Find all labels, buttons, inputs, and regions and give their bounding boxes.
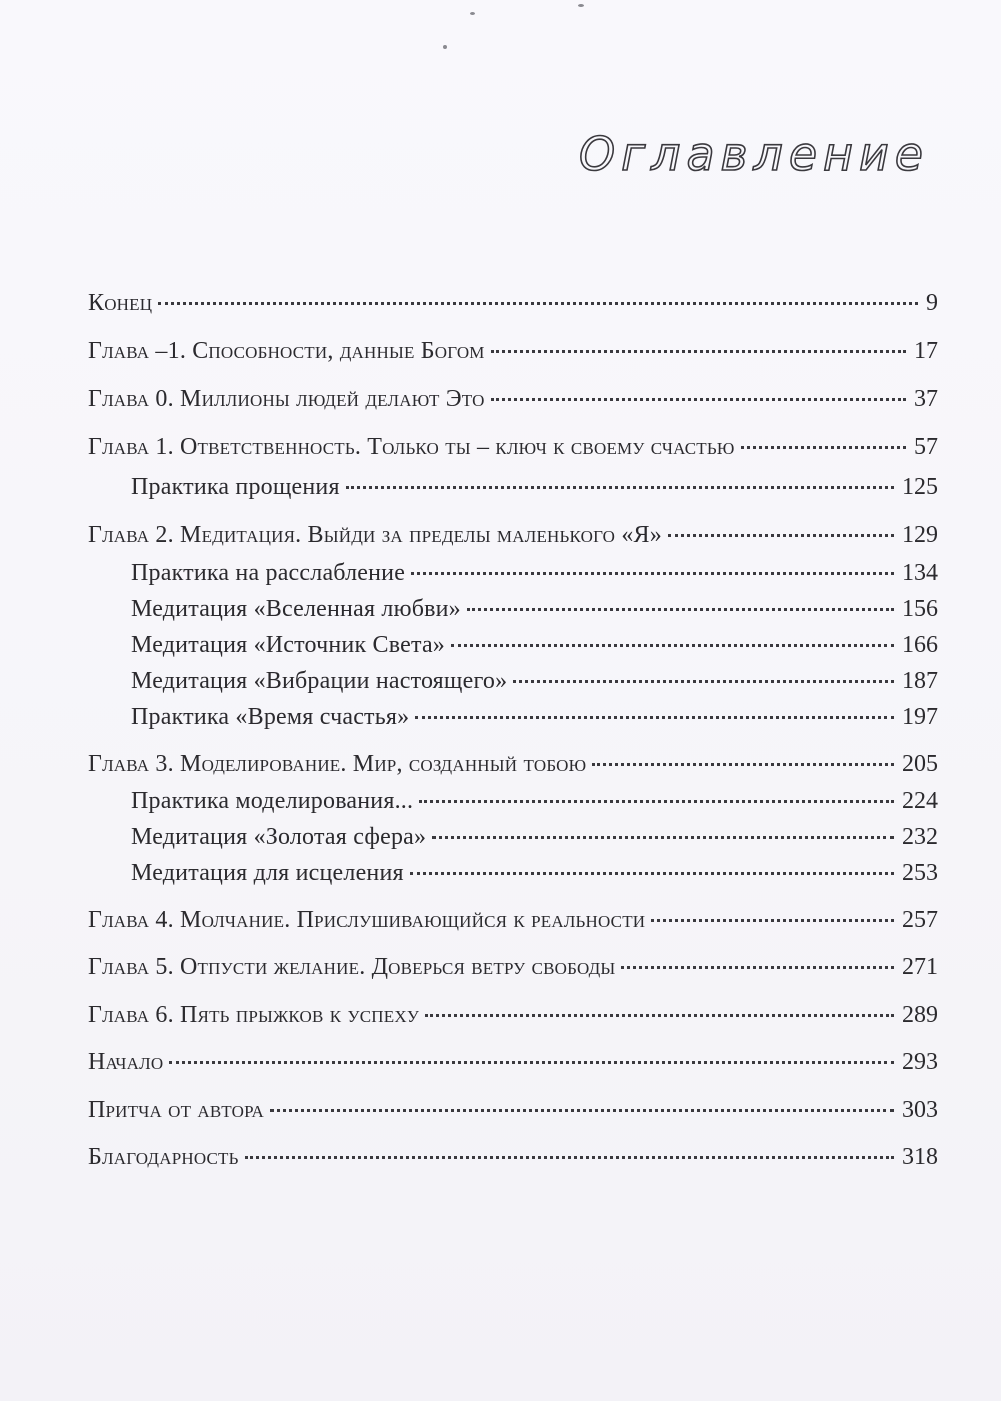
toc-entry-title: Медитация для исцеления — [131, 860, 404, 886]
toc-entry — [88, 382, 938, 416]
toc-dot-leader — [410, 872, 894, 875]
toc-page-number: 205 — [902, 751, 938, 777]
toc-entry-title: Медитация «Источник Света» — [131, 632, 446, 658]
toc-page-number: 37 — [914, 386, 938, 412]
toc-heading — [575, 118, 955, 198]
toc-page-number: 232 — [902, 824, 938, 850]
toc-dot-leader — [592, 763, 894, 766]
toc-heading-text: Оглавление — [579, 127, 929, 181]
toc-page-number: 224 — [902, 788, 938, 814]
toc-entry-title: Глава 0. Миллионы людей делают Это — [88, 386, 485, 412]
toc-dot-leader — [451, 644, 894, 647]
toc-subentry — [131, 592, 938, 626]
toc-dot-leader — [419, 800, 894, 803]
toc-dot-leader — [270, 1109, 894, 1112]
toc-entry-title: Практика «Время счастья» — [131, 704, 410, 730]
toc-entry-title: Конец — [88, 290, 153, 316]
toc-entry — [88, 1045, 938, 1079]
toc-dot-leader — [245, 1156, 894, 1159]
toc-entry-title: Практика моделирования... — [131, 788, 414, 814]
toc-page-number: 253 — [902, 860, 938, 886]
toc-entry-title: Глава –1. Способности, данные Богом — [88, 338, 485, 364]
toc-page-number: 166 — [902, 632, 938, 658]
toc-entry-title: Глава 2. Медитация. Выйди за пределы маленького «Я» — [88, 522, 662, 548]
toc-page-number: 125 — [902, 474, 938, 500]
toc-dot-leader — [425, 1014, 894, 1017]
toc-entry — [88, 518, 938, 552]
toc-subentry — [131, 556, 938, 590]
toc-page-number: 293 — [902, 1049, 938, 1075]
toc-page-number: 289 — [902, 1002, 938, 1028]
toc-entry — [88, 1140, 938, 1174]
toc-entry-title: Начало — [88, 1049, 164, 1075]
toc-dot-leader — [491, 350, 906, 353]
toc-page-number: 318 — [902, 1144, 938, 1170]
toc-subentry — [131, 784, 938, 818]
toc-entry — [88, 286, 938, 320]
toc-page-number: 134 — [902, 560, 938, 586]
toc-entry — [88, 903, 938, 937]
toc-subentry — [131, 820, 938, 854]
toc-entry-title: Практика на расслабление — [131, 560, 406, 586]
toc-page-number: 129 — [902, 522, 938, 548]
toc-page-number: 257 — [902, 907, 938, 933]
toc-entry-title: Глава 4. Молчание. Прислушивающийся к реальности — [88, 907, 646, 933]
toc-dot-leader — [467, 608, 894, 611]
toc-dot-leader — [668, 534, 894, 537]
toc-entry — [88, 998, 938, 1032]
toc-page-number: 17 — [914, 338, 938, 364]
toc-dot-leader — [346, 486, 894, 489]
toc-entry-title: Притча от автора — [88, 1097, 265, 1123]
toc-entry — [88, 334, 938, 368]
toc-dot-leader — [513, 680, 894, 683]
toc-entry — [88, 1093, 938, 1127]
toc-dot-leader — [651, 919, 894, 922]
toc-page-number: 197 — [902, 704, 938, 730]
toc-entry-title: Медитация «Золотая сфера» — [131, 824, 427, 850]
toc-entry-title: Глава 5. Отпусти желание. Доверься ветру свободы — [88, 954, 616, 980]
toc-subentry — [131, 856, 938, 890]
toc-entry — [88, 950, 938, 984]
toc-heading-handwritten — [575, 118, 955, 198]
toc-entry-title: Медитация «Вибрации настоящего» — [131, 668, 508, 694]
toc-entry-title: Глава 1. Ответственность. Только ты – ключ к своему счастью — [88, 434, 735, 460]
toc-entry — [88, 747, 938, 781]
toc-dot-leader — [621, 966, 894, 969]
toc-entry-title: Благодарность — [88, 1144, 239, 1170]
toc-page-number: 57 — [914, 434, 938, 460]
toc-subentry — [131, 470, 938, 504]
toc-entry-title: Глава 3. Моделирование. Мир, созданный тобою — [88, 751, 587, 777]
toc-page-number: 156 — [902, 596, 938, 622]
toc-page-number: 303 — [902, 1097, 938, 1123]
toc-dot-leader — [432, 836, 894, 839]
toc-page-number: 9 — [926, 290, 938, 316]
toc-entry — [88, 430, 938, 464]
toc-page-number: 187 — [902, 668, 938, 694]
toc-subentry — [131, 628, 938, 662]
toc-dot-leader — [158, 302, 918, 305]
toc-dot-leader — [415, 716, 894, 719]
toc-dot-leader — [741, 446, 906, 449]
toc-entry-title: Медитация «Вселенная любви» — [131, 596, 461, 622]
toc-entry-title: Глава 6. Пять прыжков к успеху — [88, 1002, 420, 1028]
toc-dot-leader — [411, 572, 894, 575]
toc-subentry — [131, 700, 938, 734]
toc-entry-title: Практика прощения — [131, 474, 340, 500]
toc-subentry — [131, 664, 938, 698]
toc-dot-leader — [169, 1061, 894, 1064]
toc-dot-leader — [491, 398, 906, 401]
toc-page-number: 271 — [902, 954, 938, 980]
